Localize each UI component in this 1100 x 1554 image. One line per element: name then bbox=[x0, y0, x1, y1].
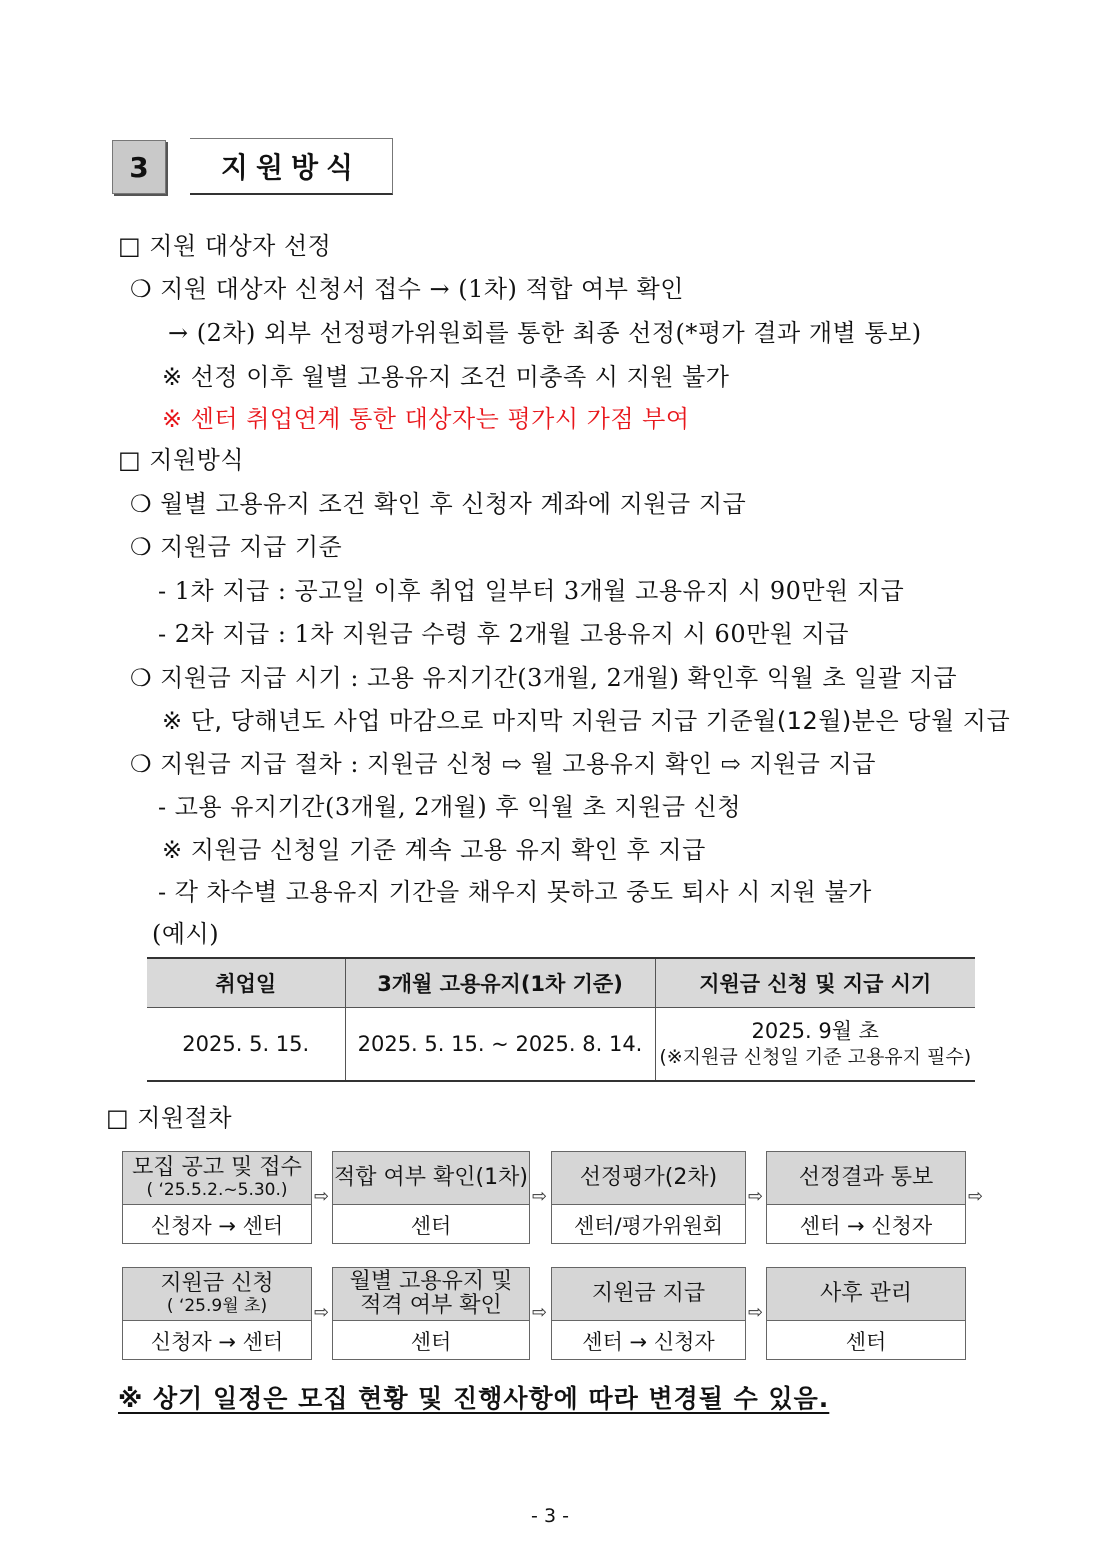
table-header: 지원금 신청 및 지급 시기 bbox=[655, 958, 975, 1008]
bullet-procedure: ❍ 지원금 지급 절차 : 지원금 신청 ⇨ 월 고용유지 확인 ⇨ 지원금 지급 bbox=[130, 750, 876, 778]
step-actor: 센터 bbox=[410, 1214, 452, 1238]
table-cell-payment bbox=[655, 1008, 975, 1082]
flow-arrow-icon: ⇨ bbox=[532, 1302, 548, 1323]
process-step-evaluation bbox=[551, 1151, 746, 1244]
criteria-first: - 1차 지급 : 공고일 이후 취업 일부터 3개월 고용유지 시 90만원 지급 bbox=[158, 577, 905, 605]
step-actor: 센터 → 신청자 bbox=[799, 1214, 933, 1238]
process-step-payment bbox=[551, 1267, 746, 1360]
procedure-resign: - 각 차수별 고용유지 기간을 채우지 못하고 중도 퇴사 시 지원 불가 bbox=[158, 878, 872, 906]
process-step-apply bbox=[122, 1267, 312, 1360]
heading-procedure: □ 지원절차 bbox=[106, 1104, 233, 1132]
step-title: 선정평가(2차) bbox=[579, 1165, 718, 1190]
process-step-eligibility bbox=[332, 1151, 530, 1244]
procedure-apply: - 고용 유지기간(3개월, 2개월) 후 익월 초 지원금 신청 bbox=[158, 793, 742, 821]
note-december: ※ 단, 당해년도 사업 마감으로 마지막 지원금 지급 기준월(12월)분은 당월 지급 bbox=[162, 707, 1011, 735]
table-header-row bbox=[147, 958, 975, 1008]
step-title: 월별 고용유지 및 bbox=[349, 1269, 513, 1294]
heading-selection: □ 지원 대상자 선정 bbox=[118, 232, 332, 260]
flow-arrow-icon: ⇨ bbox=[968, 1186, 984, 1207]
flow-arrow-icon: ⇨ bbox=[314, 1302, 330, 1323]
note-continuous: ※ 지원금 신청일 기준 계속 고용 유지 확인 후 지급 bbox=[162, 836, 706, 864]
section-number: 3 bbox=[112, 140, 166, 194]
bullet-timing: ❍ 지원금 지급 시기 : 고용 유지기간(3개월, 2개월) 확인후 익월 초 일괄 지급 bbox=[130, 664, 958, 692]
criteria-second: - 2차 지급 : 1차 지원금 수령 후 2개월 고용유지 시 60만원 지급 bbox=[158, 620, 849, 648]
step-actor: 센터/평가위원회 bbox=[573, 1214, 724, 1238]
note-condition: ※ 선정 이후 월별 고용유지 조건 미충족 시 지원 불가 bbox=[162, 363, 730, 391]
process-step-followup bbox=[766, 1267, 966, 1360]
step-title: 모집 공고 및 접수 bbox=[132, 1155, 302, 1180]
process-step-notice bbox=[766, 1151, 966, 1244]
step-sub: ( ‘25.9월 초) bbox=[166, 1296, 268, 1316]
flow-arrow-icon: ⇨ bbox=[748, 1186, 764, 1207]
process-step-monthly-check bbox=[332, 1267, 530, 1360]
flow-arrow-icon: ⇨ bbox=[314, 1186, 330, 1207]
bullet-criteria: ❍ 지원금 지급 기준 bbox=[130, 533, 343, 561]
example-label: (예시) bbox=[152, 920, 220, 948]
bullet-application-cont: → (2차) 외부 선정평가위원회를 통한 최종 선정(*평가 결과 개별 통보) bbox=[168, 319, 922, 347]
step-title: 지원금 신청 bbox=[160, 1271, 274, 1296]
flow-arrow-icon: ⇨ bbox=[748, 1302, 764, 1323]
payment-date: 2025. 9월 초 bbox=[751, 1019, 879, 1043]
step-actor: 신청자 → 센터 bbox=[150, 1214, 284, 1238]
heading-method: □ 지원방식 bbox=[118, 446, 245, 474]
schedule-change-note: ※ 상기 일정은 모집 현황 및 진행사항에 따라 변경될 수 있음. bbox=[118, 1384, 830, 1413]
step-actor: 센터 bbox=[845, 1330, 887, 1354]
step-actor: 센터 bbox=[410, 1330, 452, 1354]
step-title: 사후 관리 bbox=[819, 1281, 912, 1306]
page-number: - 3 - bbox=[531, 1505, 569, 1527]
step-title-line2: 적격 여부 확인 bbox=[360, 1293, 502, 1318]
table-header: 3개월 고용유지(1차 기준) bbox=[345, 958, 655, 1008]
table-cell-hire-date: 2025. 5. 15. bbox=[147, 1008, 345, 1082]
section-title: 지원방식 bbox=[190, 138, 393, 195]
step-title: 선정결과 통보 bbox=[798, 1165, 934, 1190]
table-header: 취업일 bbox=[147, 958, 345, 1008]
table-row bbox=[147, 1008, 975, 1082]
step-title: 지원금 지급 bbox=[591, 1281, 706, 1306]
payment-note: (※지원금 신청일 기준 고용유지 필수) bbox=[659, 1046, 972, 1068]
process-step-recruit bbox=[122, 1151, 312, 1244]
step-actor: 신청자 → 센터 bbox=[150, 1330, 284, 1354]
example-table bbox=[147, 957, 975, 1082]
bullet-monthly: ❍ 월별 고용유지 조건 확인 후 신청자 계좌에 지원금 지급 bbox=[130, 490, 747, 518]
step-actor: 센터 → 신청자 bbox=[582, 1330, 715, 1354]
step-title: 적합 여부 확인(1차) bbox=[334, 1165, 528, 1190]
table-cell-period: 2025. 5. 15. ~ 2025. 8. 14. bbox=[345, 1008, 655, 1082]
note-bonus: ※ 센터 취업연계 통한 대상자는 평가시 가점 부여 bbox=[162, 405, 690, 433]
flow-arrow-icon: ⇨ bbox=[532, 1186, 548, 1207]
step-sub: ( ‘25.5.2.~5.30.) bbox=[146, 1180, 288, 1200]
bullet-application: ❍ 지원 대상자 신청서 접수 → (1차) 적합 여부 확인 bbox=[130, 275, 684, 303]
